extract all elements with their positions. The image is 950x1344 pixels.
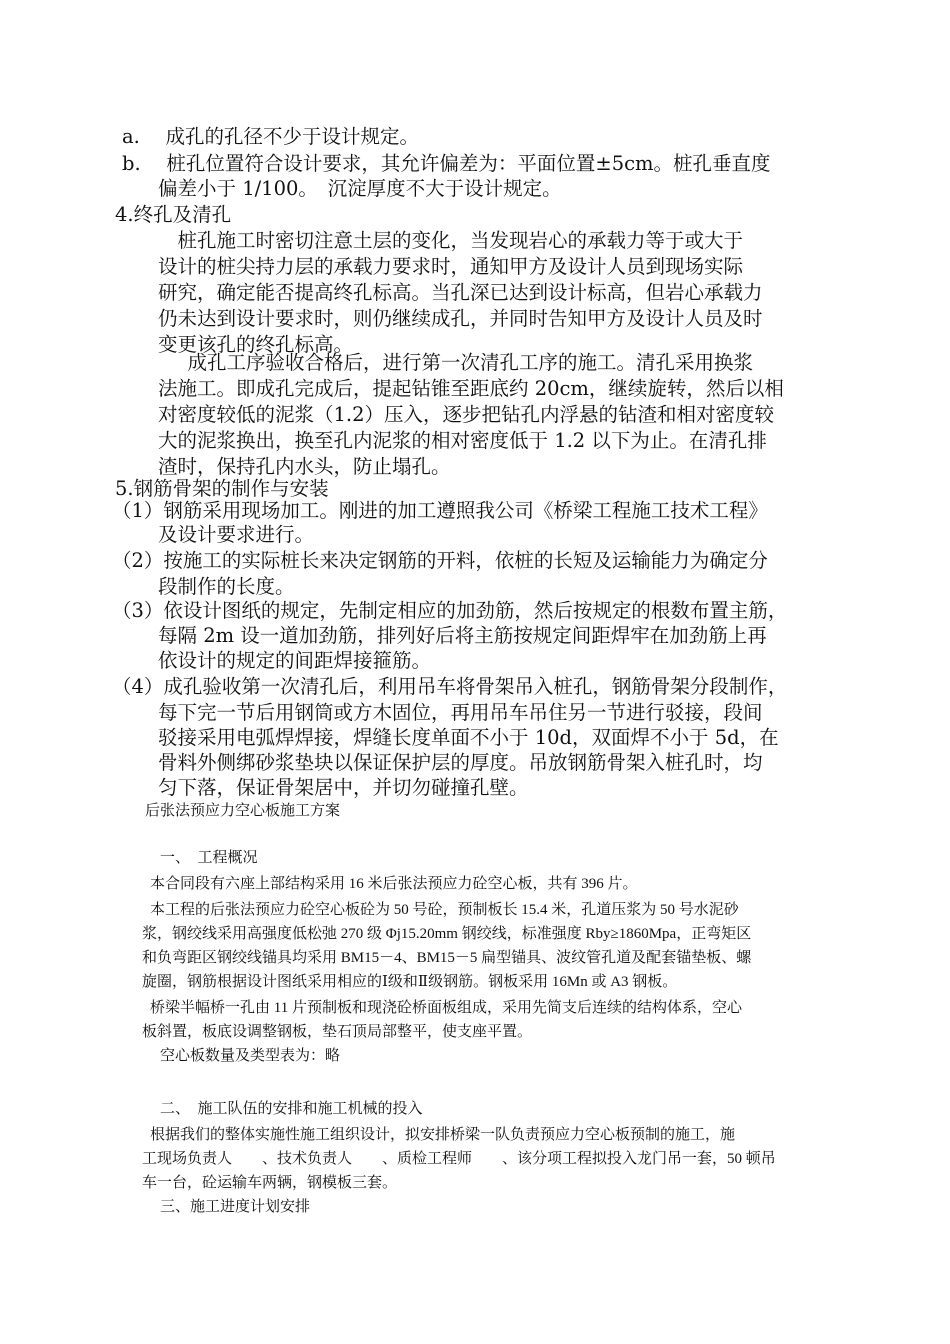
section-2-paragraph: 车一台，砼运输车两辆，钢模板三套。 — [142, 1175, 398, 1191]
section-1-paragraph: 桥梁半幅桥一孔由 11 片预制板和现浇砼桥面板组成，采用先简支后连续的结构体系，空心 — [150, 1000, 742, 1016]
paragraph-4b-line: 法施工。即成孔完成后，提起钻锥至距底约 20cm，继续旋转，然后以相 — [158, 377, 784, 400]
paragraph-4b-line: 大的泥浆换出，换至孔内泥浆的相对密度低于 1.2 以下为止。在清孔排 — [158, 429, 767, 452]
section-1-paragraph: 和负弯距区钢绞线锚具均采用 BM15－4、BM15－5 扁型锚具、波纹管孔道及配套锚垫板、螺 — [142, 950, 752, 966]
section-1-heading: 一、 工程概况 — [160, 850, 258, 866]
step-3-line: 依设计的规定的间距焊接箍筋。 — [158, 649, 432, 672]
section-title: 后张法预应力空心板施工方案 — [145, 803, 341, 819]
section-1-paragraph: 旋圈，钢筋根据设计图纸采用相应的Ⅰ级和Ⅱ级钢筋。钢板采用 16Mn 或 A3 钢板。 — [142, 974, 678, 990]
paragraph-4b-line: 对密度较低的泥浆（1.2）压入，逐步把钻孔内浮悬的钻渣和相对密度较 — [158, 403, 775, 426]
step-4-line: （4）成孔验收第一次清孔后，利用吊车将骨架吊入桩孔，钢筋骨架分段制作， — [112, 675, 788, 698]
paragraph-4b-line: 成孔工序验收合格后，进行第一次清孔工序的施工。清孔采用换浆 — [168, 351, 754, 374]
section-1-paragraph: 板斜置，板底设调整钢板，垫石顶局部整平，使支座平置。 — [142, 1024, 533, 1040]
item-b-continued: 偏差小于 1/100。 沉淀厚度不大于设计规定。 — [158, 177, 562, 200]
paragraph-4a-line: 研究，确定能否提高终孔标高。当孔深已达到设计标高，但岩心承载力 — [158, 281, 763, 304]
step-1-line: 及设计要求进行。 — [158, 523, 315, 546]
heading-4: 4.终孔及清孔 — [115, 203, 232, 226]
step-1-line: （1）钢筋采用现场加工。刚进的加工遵照我公司《桥梁工程施工技术工程》 — [112, 499, 768, 522]
paragraph-4b-line: 渣时，保持孔内水头，防止塌孔。 — [158, 455, 451, 478]
step-2-line: （2）按施工的实际桩长来决定钢筋的开料，依桩的长短及运输能力为确定分 — [112, 549, 768, 572]
section-1-paragraph: 空心板数量及类型表为：略 — [160, 1048, 341, 1064]
step-4-line: 每下完一节后用钢筒或方木固位，再用吊车吊住另一节进行驳接，段间 — [158, 701, 763, 724]
section-2-heading: 二、 施工队伍的安排和施工机械的投入 — [160, 1101, 423, 1117]
section-3-heading: 三、施工进度计划安排 — [160, 1199, 311, 1215]
paragraph-4a-line: 仍未达到设计要求时，则仍继续成孔，并同时告知甲方及设计人员及时 — [158, 307, 763, 330]
item-b: b. 桩孔位置符合设计要求，其允许偏差为：平面位置±5cm。桩孔垂直度 — [122, 152, 771, 175]
step-4-line: 驳接采用电弧焊焊接，焊缝长度单面不小于 10d，双面焊不小于 5d，在 — [158, 726, 779, 749]
paragraph-4a-line: 桩孔施工时密切注意土层的变化，当发现岩心的承载力等于或大于 — [158, 229, 744, 252]
step-4-line: 骨料外侧绑砂浆垫块以保证保护层的厚度。吊放钢筋骨架入桩孔时，均 — [158, 751, 763, 774]
step-4-line: 匀下落，保证骨架居中，并切勿碰撞孔壁。 — [158, 776, 529, 799]
section-1-paragraph: 本合同段有六座上部结构采用 16 米后张法预应力砼空心板，共有 396 片。 — [150, 876, 638, 892]
step-3-line: （3）依设计图纸的规定，先制定相应的加劲筋，然后按规定的根数布置主筋， — [112, 599, 788, 622]
section-1-paragraph: 本工程的后张法预应力砼空心板砼为 50 号砼，预制板长 15.4 米，孔道压浆为 50 号水泥砂 — [150, 902, 739, 918]
section-2-paragraph: 工现场负责人 、技术负责人 、质检工程师 、该分项工程拟投入龙门吊一套，50 顿吊 — [142, 1151, 776, 1167]
section-2-paragraph: 根据我们的整体实施性施工组织设计，拟安排桥梁一队负责预应力空心板预制的施工，施 — [150, 1127, 736, 1143]
step-2-line: 段制作的长度。 — [158, 575, 295, 598]
item-a: a. 成孔的孔径不少于设计规定。 — [122, 125, 420, 148]
heading-5: 5.钢筋骨架的制作与安装 — [115, 477, 329, 500]
paragraph-4a-line: 设计的桩尖持力层的承载力要求时，通知甲方及设计人员到现场实际 — [158, 255, 744, 278]
step-3-line: 每隔 2m 设一道加劲筋，排列好后将主筋按规定间距焊牢在加劲筋上再 — [158, 624, 767, 647]
section-1-paragraph: 浆，钢绞线采用高强度低松弛 270 级 Φj15.20mm 钢绞线，标准强度 Rby≥1860Mpa，正弯矩区 — [142, 926, 752, 942]
paragraph-4a-line: 变更该孔的终孔标高。 — [158, 333, 354, 356]
